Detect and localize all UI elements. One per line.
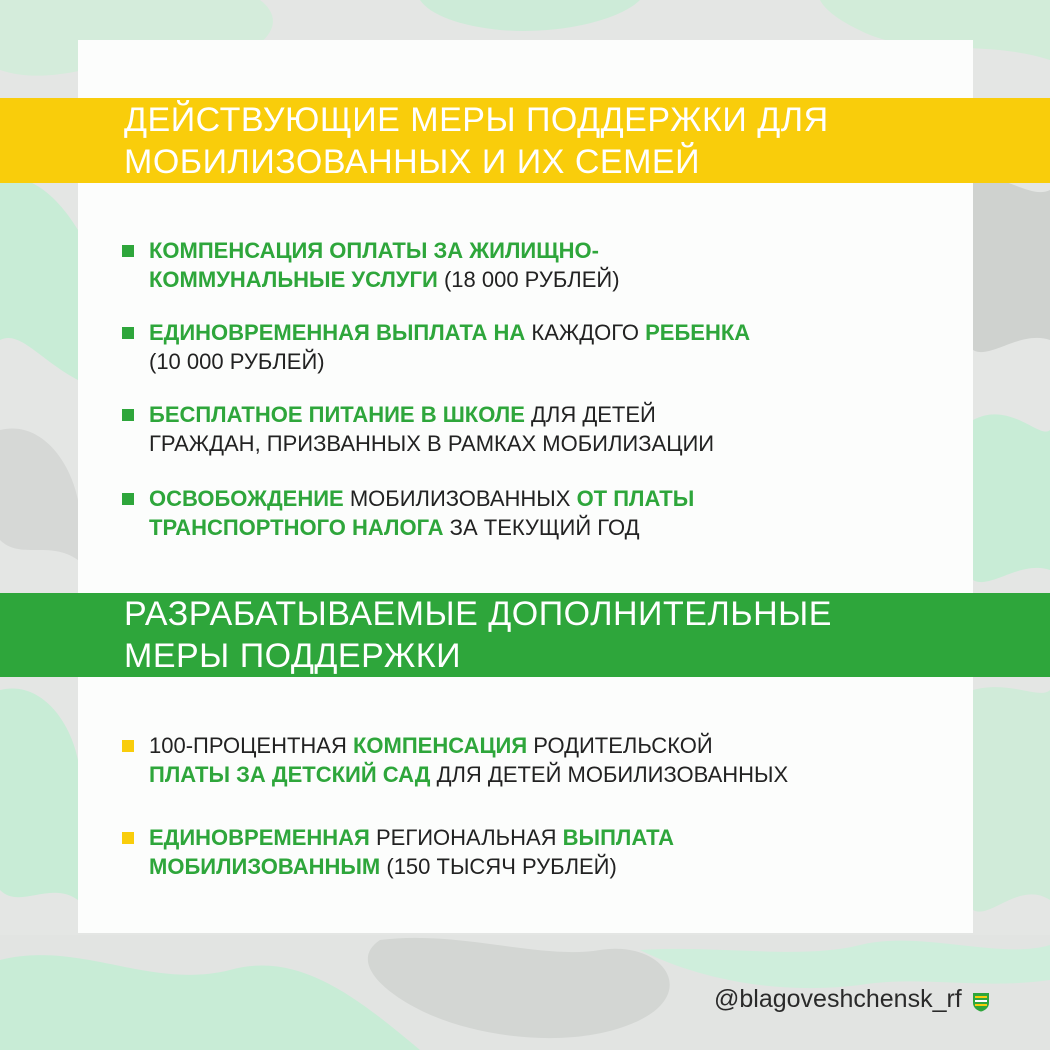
list-item [122,318,942,376]
list-item-text [149,236,942,294]
plain-text: (18 000 РУБЛЕЙ) [437,267,620,292]
list-item [122,731,942,789]
plain-text: (10 000 РУБЛЕЙ) [149,349,325,374]
highlighted-text: ЕДИНОВРЕМЕННАЯ [149,825,370,850]
list-item-text [149,823,942,881]
plain-text: (150 ТЫСЯЧ РУБЛЕЙ) [380,854,617,879]
highlighted-text: ПЛАТЫ ЗА ДЕТСКИЙ САД [149,762,431,787]
plain-text: ДЛЯ ДЕТЕЙ МОБИЛИЗОВАННЫХ [430,762,789,787]
bullet-square-icon [122,740,134,752]
list-item-text [149,484,942,542]
plain-text: ДЛЯ ДЕТЕЙ [524,402,656,427]
section2-title-line2: МЕРЫ ПОДДЕРЖКИ [124,637,462,675]
section1-title [124,99,829,183]
plain-text: РОДИТЕЛЬСКОЙ [527,733,713,758]
section2-title-line1: РАЗРАБАТЫВАЕМЫЕ ДОПОЛНИТЕЛЬНЫЕ [124,595,832,633]
section1-header [0,98,1050,183]
list-item [122,823,942,881]
plain-text: РЕГИОНАЛЬНАЯ [369,825,563,850]
city-crest-icon [972,990,990,1010]
highlighted-text: БЕСПЛАТНОЕ ПИТАНИЕ В ШКОЛЕ [149,402,525,427]
section2-title [124,593,832,677]
list-item-text [149,731,942,789]
section1-title-line2: МОБИЛИЗОВАННЫХ И ИХ СЕМЕЙ [124,143,701,181]
instagram-handle[interactable]: @blagoveshchensk_rf [714,985,962,1013]
highlighted-text: ВЫПЛАТА [562,825,675,850]
highlighted-text: ТРАНСПОРТНОГО НАЛОГА [149,515,444,540]
plain-text: ЗА ТЕКУЩИЙ ГОД [443,515,640,540]
bullet-square-icon [122,245,134,257]
highlighted-text: ОТ ПЛАТЫ [576,486,695,511]
bullet-square-icon [122,493,134,505]
section2-header [0,593,1050,677]
list-item [122,400,942,458]
plain-text: 100-ПРОЦЕНТНАЯ [149,733,353,758]
highlighted-text: КОМПЕНСАЦИЯ [352,733,528,758]
list-item-text [149,318,942,376]
highlighted-text: РЕБЕНКА [645,320,751,345]
bullet-square-icon [122,832,134,844]
highlighted-text: ОСВОБОЖДЕНИЕ [149,486,344,511]
highlighted-text: МОБИЛИЗОВАННЫМ [149,854,381,879]
bullet-square-icon [122,327,134,339]
list-item [122,236,942,294]
list-item [122,484,942,542]
section1-title-line1: ДЕЙСТВУЮЩИЕ МЕРЫ ПОДДЕРЖКИ ДЛЯ [124,101,829,139]
plain-text: МОБИЛИЗОВАННЫХ [343,486,577,511]
highlighted-text: КОМПЕНСАЦИЯ ОПЛАТЫ ЗА ЖИЛИЩНО- [149,238,599,263]
footer [714,985,990,1014]
bullet-square-icon [122,409,134,421]
plain-text: ГРАЖДАН, ПРИЗВАННЫХ В РАМКАХ МОБИЛИЗАЦИИ [149,431,715,456]
highlighted-text: ЕДИНОВРЕМЕННАЯ ВЫПЛАТА НА [149,320,526,345]
highlighted-text: КОММУНАЛЬНЫЕ УСЛУГИ [149,267,438,292]
list-item-text [149,400,942,458]
plain-text: КАЖДОГО [525,320,646,345]
